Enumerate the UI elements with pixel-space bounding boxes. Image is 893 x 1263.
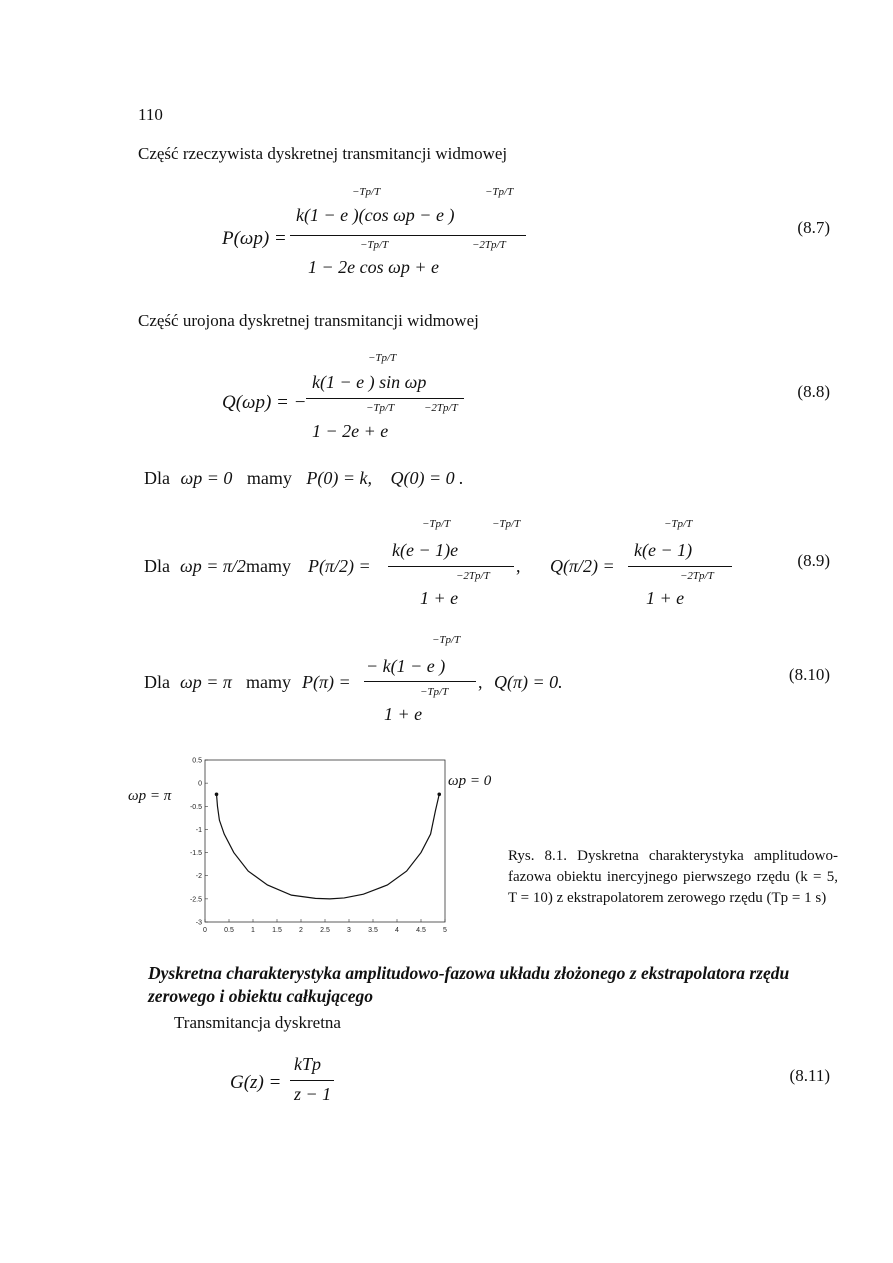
- eq-8-10-dla: Dla: [144, 672, 170, 692]
- series-line: [217, 794, 440, 899]
- eq-8-9-q-exp1: −Tp/T: [664, 518, 693, 530]
- chart-axes: [205, 760, 445, 922]
- eq-8-9-comma: ,: [516, 556, 521, 576]
- x-tick-label: 4: [395, 927, 399, 934]
- eq-8-9-dla: Dla: [144, 556, 170, 576]
- eq-8-8-number: (8.8): [797, 382, 830, 401]
- eq-8-9-p-fraction-line: [388, 566, 514, 567]
- eq-8-11-number: (8.11): [789, 1066, 830, 1085]
- page-number: 110: [138, 105, 163, 124]
- section-title: Dyskretna charakterystyka amplitudowo-fazowa układu złożonego z ekstrapolatora rzędu zerowego i obiektu całkującego: [148, 963, 790, 1006]
- eq-8-8-lhs: Q(ωp) = −: [222, 392, 307, 413]
- eq-8-11-denominator: z − 1: [294, 1084, 332, 1104]
- omega-pi-label: ωp = π: [128, 788, 172, 804]
- eq-8-8-exp3: −2Tp/T: [424, 402, 458, 414]
- x-tick-label: 0: [203, 927, 207, 934]
- eq-8-11-numerator: kTp: [294, 1054, 321, 1074]
- x-tick-label: 2.5: [320, 927, 330, 934]
- eq-8-9-p-exp3: −2Tp/T: [456, 570, 490, 582]
- y-tick-label: -2.5: [189, 896, 202, 904]
- p-zero-value: P(0) = k,: [306, 468, 372, 488]
- eq-8-7-numerator: k(1 − e )(cos ωp − e ): [296, 205, 455, 225]
- eq-8-10-comma: ,: [478, 672, 483, 692]
- omega-zero-line: [144, 468, 464, 489]
- eq-8-7-exp4: −2Tp/T: [472, 239, 506, 251]
- chart-ticks: [190, 758, 447, 935]
- eq-8-9-mamy: mamy: [246, 556, 291, 576]
- eq-8-9-number: (8.9): [797, 551, 830, 570]
- x-tick-label: 2: [299, 927, 303, 934]
- eq-8-10-q: Q(π) = 0.: [494, 672, 563, 692]
- q-zero-value: Q(0) = 0 .: [390, 468, 464, 488]
- eq-8-7-exp3: −Tp/T: [360, 239, 389, 251]
- eq-8-10-mamy: mamy: [246, 672, 291, 692]
- y-tick-label: 0: [198, 780, 202, 788]
- eq-8-8-numerator: k(1 − e ) sin ωp: [312, 372, 427, 392]
- imag-part-heading: Część urojona dyskretnej transmitancji widmowej: [138, 311, 479, 330]
- eq-8-10-p-numerator: − k(1 − e ): [366, 656, 446, 676]
- eq-8-7-lhs: P(ωp) =: [222, 228, 287, 249]
- eq-8-11-fraction-line: [290, 1080, 334, 1081]
- x-tick-label: 1.5: [272, 927, 282, 934]
- eq-8-9-q-denominator: 1 + e: [646, 588, 685, 608]
- eq-8-11-lhs: G(z) =: [230, 1072, 282, 1093]
- y-tick-label: -3: [195, 919, 202, 927]
- transmitancja-label: Transmitancja dyskretna: [174, 1013, 341, 1032]
- eq-8-10-number: (8.10): [788, 665, 830, 684]
- x-tick-label: 3: [347, 927, 351, 934]
- eq-8-10-p-denominator: 1 + e: [384, 704, 423, 724]
- x-tick-label: 1: [251, 927, 255, 934]
- y-tick-label: -1.5: [189, 850, 202, 858]
- eq-8-7-number: (8.7): [797, 218, 830, 237]
- point-omega-pi: [215, 792, 219, 796]
- x-tick-label: 3.5: [368, 927, 378, 934]
- figure-caption: Rys. 8.1. Dyskretna charakterystyka amplitudowo-fazowa obiektu inercyjnego pierwszego rzędu (k = 5, T = 10) z ekstrapolatorem zerowego rzędu (Tp = 1 s): [508, 848, 838, 906]
- eq-8-10-p-lhs: P(π) =: [302, 672, 351, 692]
- eq-8-7-exp2: −Tp/T: [485, 186, 514, 198]
- eq-8-9-q-exp2: −2Tp/T: [680, 570, 714, 582]
- chart-frame: [205, 760, 445, 922]
- eq-8-10-p-exp2: −Tp/T: [420, 686, 449, 698]
- eq-8-9-q-lhs: Q(π/2) =: [550, 556, 615, 576]
- dla-label: Dla: [144, 468, 170, 488]
- omega-zero: ωp = 0: [180, 468, 233, 488]
- omega-zero-label: ωp = 0: [448, 773, 492, 789]
- real-part-heading: Część rzeczywista dyskretnej transmitancji widmowej: [138, 144, 508, 163]
- x-tick-label: 4.5: [416, 927, 426, 934]
- chart-curve-group: [215, 792, 441, 898]
- eq-8-8-exp2: −Tp/T: [366, 402, 395, 414]
- eq-8-10-p-fraction-line: [364, 681, 476, 682]
- y-tick-label: -2: [195, 873, 202, 881]
- y-tick-label: -1: [195, 826, 202, 834]
- x-tick-label: 5: [443, 927, 447, 934]
- eq-8-7-fraction-line: [290, 235, 526, 236]
- eq-8-7-exp1: −Tp/T: [352, 186, 381, 198]
- mamy-label: mamy: [246, 468, 292, 488]
- eq-8-10-omega: ωp = π: [180, 672, 232, 692]
- y-tick-label: 0.5: [192, 757, 202, 765]
- eq-8-9-p-exp2: −Tp/T: [492, 518, 521, 530]
- eq-8-9-p-numerator: k(e − 1)e: [392, 540, 459, 560]
- y-tick-label: -0.5: [189, 803, 202, 811]
- eq-8-9-q-numerator: k(e − 1): [634, 540, 693, 560]
- eq-8-8-fraction-line: [306, 398, 464, 399]
- eq-8-8-denominator: 1 − 2e + e: [312, 421, 389, 441]
- x-tick-label: 0.5: [224, 927, 234, 934]
- eq-8-9-p-lhs: P(π/2) =: [308, 556, 371, 576]
- eq-8-8-exp1: −Tp/T: [368, 352, 397, 364]
- eq-8-10-p-exp1: −Tp/T: [432, 634, 461, 646]
- eq-8-9-p-denominator: 1 + e: [420, 588, 459, 608]
- nyquist-chart: [170, 752, 470, 942]
- eq-8-9-q-fraction-line: [628, 566, 732, 567]
- eq-8-7-denominator: 1 − 2e cos ωp + e: [308, 257, 439, 277]
- eq-8-9-p-exp1: −Tp/T: [422, 518, 451, 530]
- eq-8-9-omega: ωp = π/2: [180, 556, 246, 576]
- point-omega-zero: [437, 792, 441, 796]
